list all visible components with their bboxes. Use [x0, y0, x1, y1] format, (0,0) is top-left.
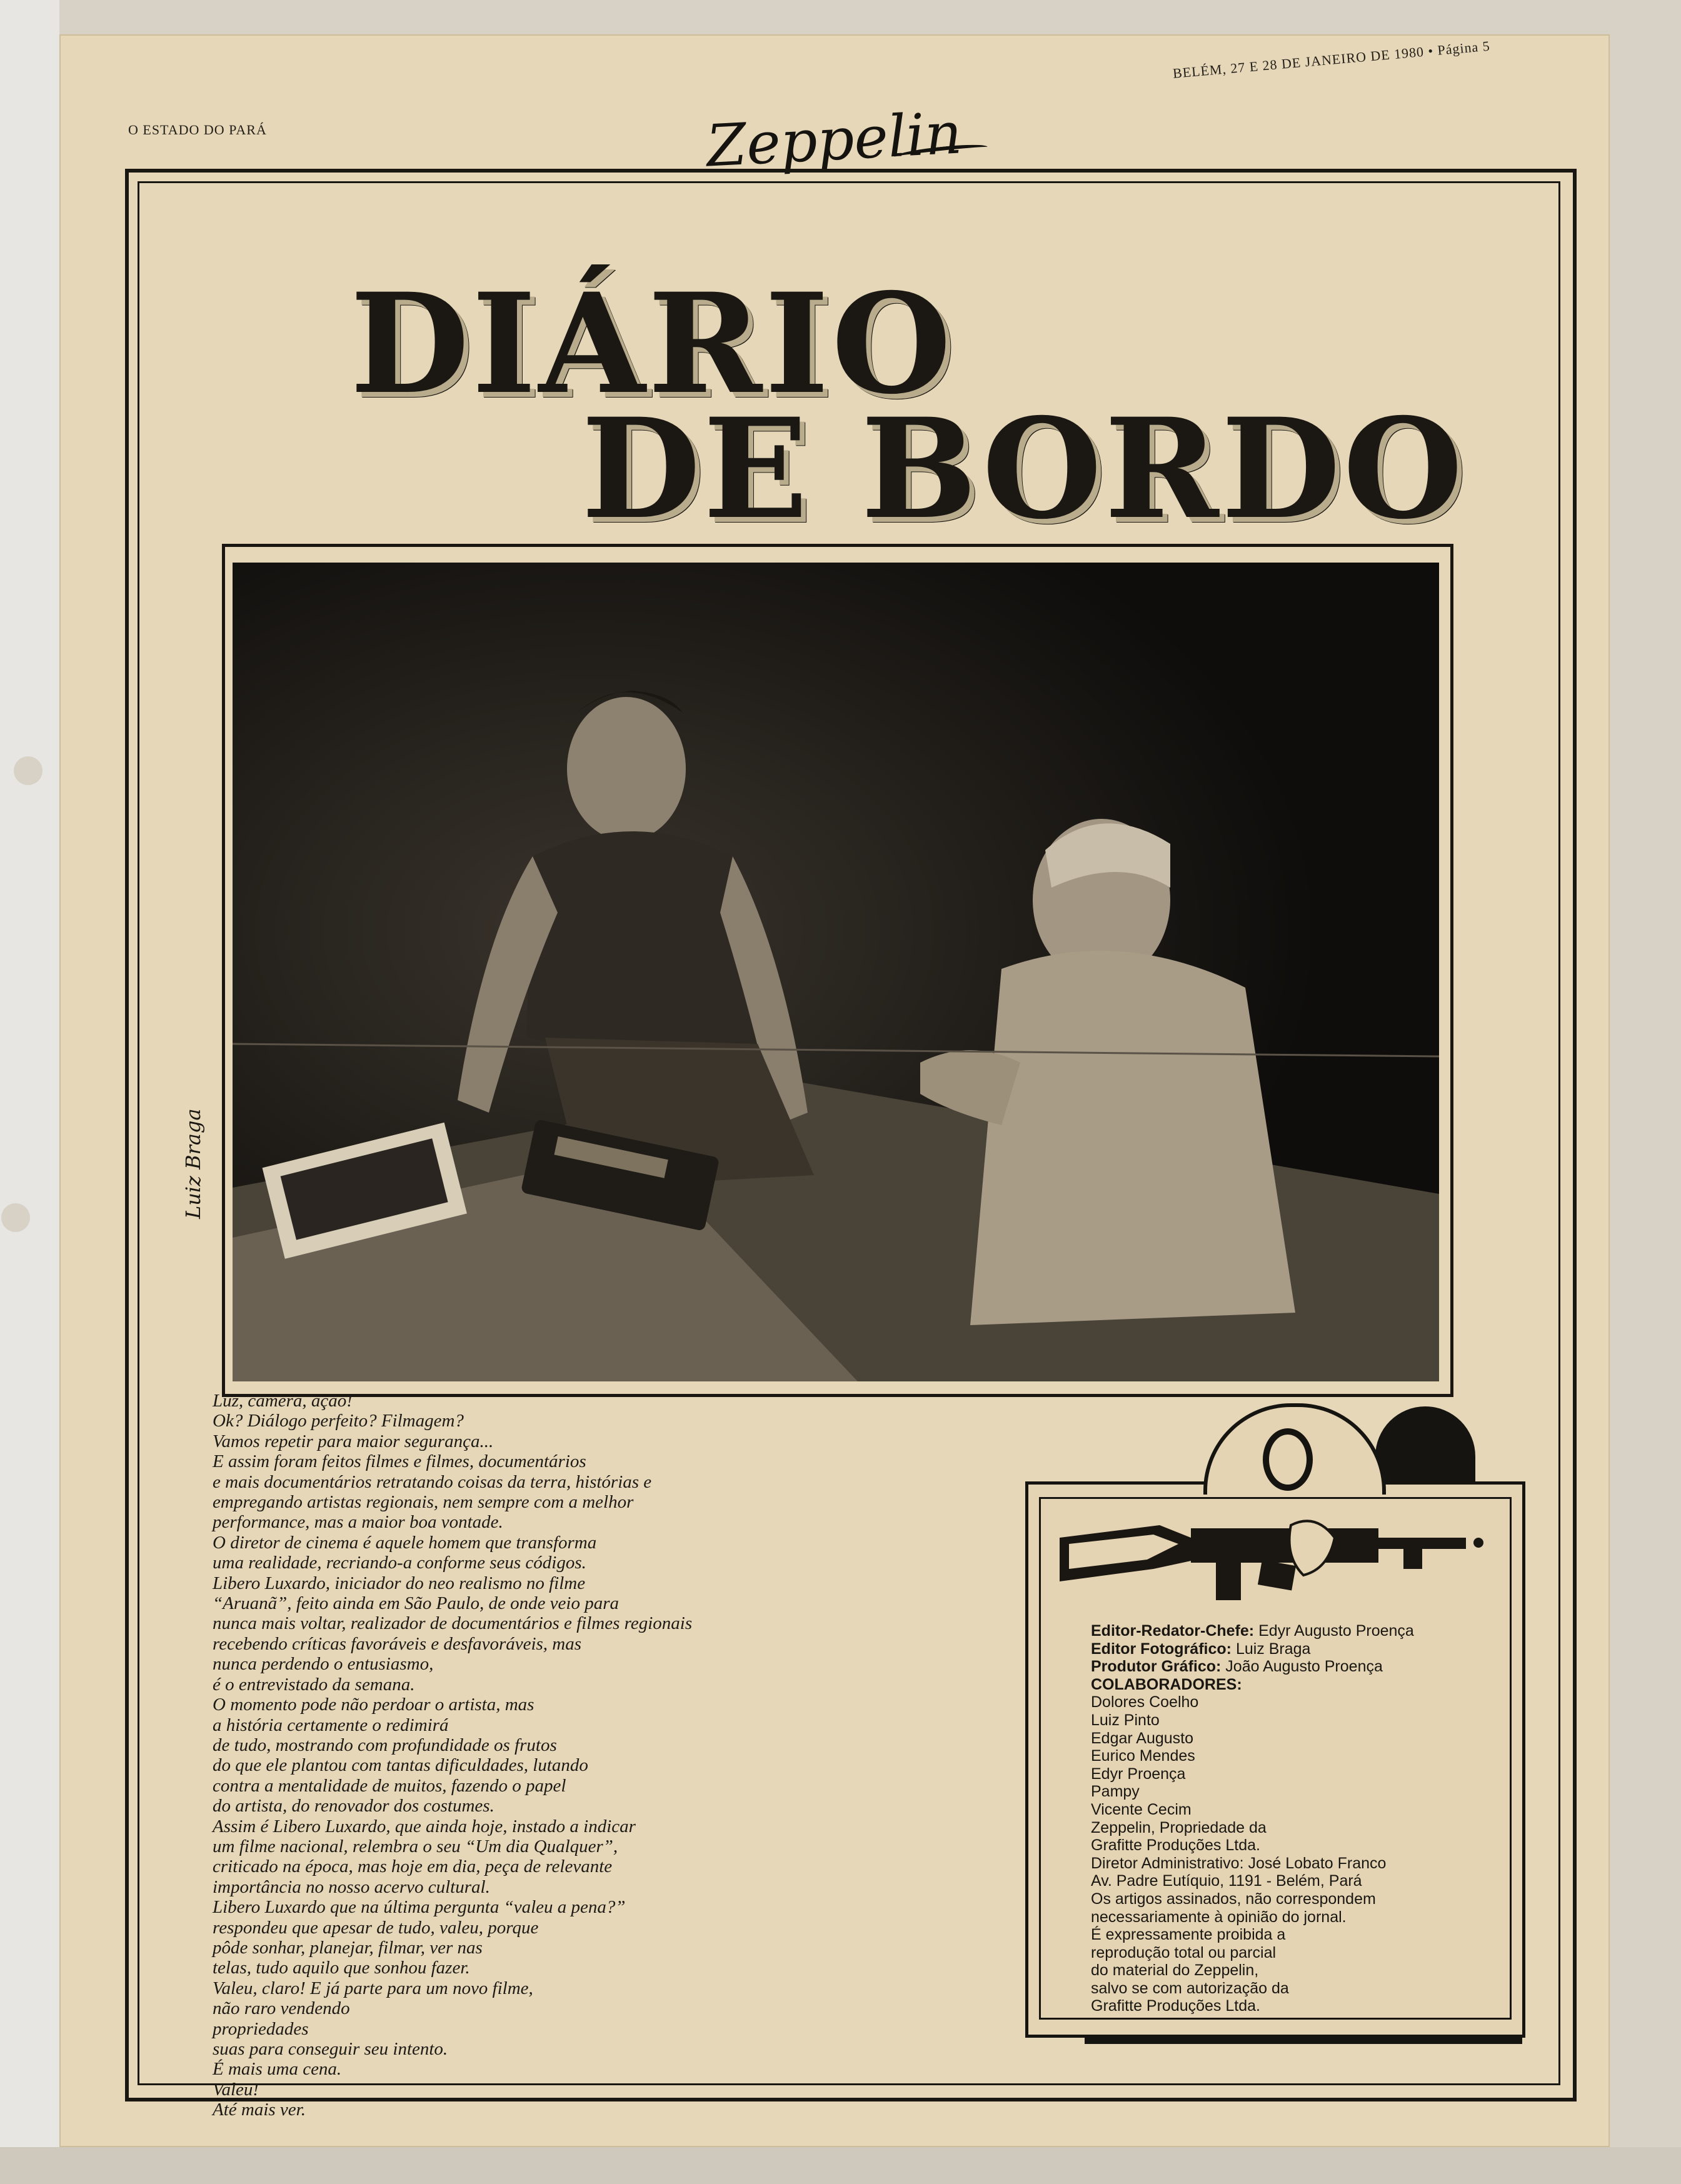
zeppelin-logo: Zeppelin: [705, 99, 964, 180]
editor-line: Editor-Redator-Chefe: Edyr Augusto Proença: [1091, 1622, 1414, 1640]
article-line: do que ele plantou com tantas dificuldades, lutando: [213, 1755, 588, 1776]
article-body: [213, 1391, 988, 2120]
article-line: telas, tudo aquilo que sonhou fazer.: [213, 1958, 470, 1978]
contributor: Luiz Pinto: [1091, 1711, 1160, 1729]
article-line: pôde sonhar, planejar, filmar, ver nas: [213, 1937, 483, 1958]
article-line: e mais documentários retratando coisas da terra, histórias e: [213, 1471, 652, 1492]
article-line: é o entrevistado da semana.: [213, 1674, 415, 1695]
article-line: E assim foram feitos filmes e filmes, documentários: [213, 1451, 586, 1472]
article-line: do artista, do renovador dos costumes.: [213, 1796, 494, 1816]
article-line: Ok? Diálogo perfeito? Filmagem?: [213, 1411, 464, 1431]
contributor: Edyr Proença: [1091, 1765, 1186, 1783]
masthead-note: Diretor Administrativo: José Lobato Franco: [1091, 1854, 1387, 1872]
masthead-note: reprodução total ou parcial: [1091, 1943, 1277, 1961]
article-line: importância no nosso acervo cultural.: [213, 1876, 490, 1897]
article-line: Até mais ver.: [213, 2100, 306, 2120]
article-line: Valeu!: [213, 2079, 259, 2100]
title-line-1: DIÁRIO: [350, 263, 954, 424]
masthead-note: Grafitte Produções Ltda.: [1091, 1836, 1260, 1855]
article-line: não raro vendendo: [213, 1998, 350, 2019]
article-line: “Aruanã”, feito ainda em São Paulo, de onde veio para: [213, 1593, 620, 1614]
masthead-note: É expressamente proibida a: [1091, 1926, 1286, 1944]
article-line: nunca mais voltar, realizador de documentários e filmes regionais: [213, 1613, 693, 1634]
article-line: de tudo, mostrando com profundidade os frutos: [213, 1735, 557, 1755]
producer-line: Produtor Gráfico: João Augusto Proença: [1091, 1658, 1383, 1676]
article-line: empregando artistas regionais, nem sempre com a melhor: [213, 1492, 634, 1513]
masthead-note: Os artigos assinados, não correspondem: [1091, 1890, 1376, 1908]
article-line: uma realidade, recriando-a conforme seus códigos.: [213, 1553, 586, 1573]
article-line: O momento pode não perdoar o artista, mas: [213, 1695, 534, 1715]
article-line: propriedades: [213, 2018, 309, 2039]
masthead-note: Grafitte Produções Ltda.: [1091, 1997, 1260, 2015]
contributor: Dolores Coelho: [1091, 1693, 1199, 1711]
article-line: Assim é Libero Luxardo, que ainda hoje, instado a indicar: [213, 1816, 636, 1836]
contributors-heading: COLABORADORES:: [1091, 1675, 1242, 1693]
article-line: criticado na época, mas hoje em dia, peça de relevante: [213, 1856, 613, 1877]
header-left: O ESTADO DO PARÁ: [128, 122, 267, 138]
article-line: nunca perdendo o entusiasmo,: [213, 1654, 434, 1675]
article-line: um filme nacional, relembra o seu “Um dia Qualquer”,: [213, 1836, 618, 1856]
rifle-illustration: [1053, 1500, 1491, 1613]
contributor: Edgar Augusto: [1091, 1729, 1194, 1747]
masthead-credits: [1091, 1622, 1497, 2015]
contributor: Vicente Cecim: [1091, 1800, 1192, 1818]
contributor: Pampy: [1091, 1783, 1140, 1801]
masthead-note: do material do Zeppelin,: [1091, 1961, 1259, 1980]
background-strip-bottom: [0, 2147, 1681, 2184]
article-line: a história certamente o redimirá: [213, 1715, 449, 1735]
masthead-note: necessariamente à opinião do jornal.: [1091, 1908, 1347, 1926]
article-line: É mais uma cena.: [213, 2059, 342, 2080]
title-line-2: DE BORDO: [581, 388, 1465, 549]
photo-illustration: [233, 563, 1439, 1381]
article-line: Libero Luxardo que na última pergunta “valeu a pena?”: [213, 1897, 626, 1918]
article-line: contra a mentalidade de muitos, fazendo o papel: [213, 1775, 566, 1796]
article-line: Libero Luxardo, iniciador do neo realismo no filme: [213, 1573, 586, 1593]
background-strip: [0, 0, 59, 2184]
masthead-note: Zeppelin, Propriedade da: [1091, 1818, 1267, 1836]
interview-photo: [233, 563, 1439, 1381]
article-line: O diretor de cinema é aquele homem que transforma: [213, 1532, 597, 1553]
photo-editor-line: Editor Fotográfico: Luiz Braga: [1091, 1640, 1311, 1658]
contributor: Eurico Mendes: [1091, 1747, 1195, 1765]
article-line: performance, mas a maior boa vontade.: [213, 1512, 503, 1533]
header-right: BELÉM, 27 E 28 DE JANEIRO DE 1980 • Página 5: [1172, 38, 1491, 81]
article-line: respondeu que apesar de tudo, valeu, porque: [213, 1917, 539, 1938]
article-line: Luz, câmera, ação!: [213, 1391, 353, 1411]
article-line: recebendo críticas favoráveis e desfavoráveis, mas: [213, 1633, 582, 1654]
article-line: Valeu, claro! E já parte para um novo filme,: [213, 1978, 533, 1998]
article-line: Vamos repetir para maior segurança...: [213, 1431, 494, 1451]
masthead-note: Av. Padre Eutíquio, 1191 - Belém, Pará: [1091, 1872, 1362, 1890]
binder-hole: [1, 1203, 30, 1232]
binder-hole: [14, 756, 43, 785]
photo-credit: Luiz Braga: [181, 1108, 205, 1219]
article-line: suas para conseguir seu intento.: [213, 2039, 448, 2059]
masthead-note: salvo se com autorização da: [1091, 1979, 1289, 1997]
eye-icon: [1263, 1428, 1313, 1491]
